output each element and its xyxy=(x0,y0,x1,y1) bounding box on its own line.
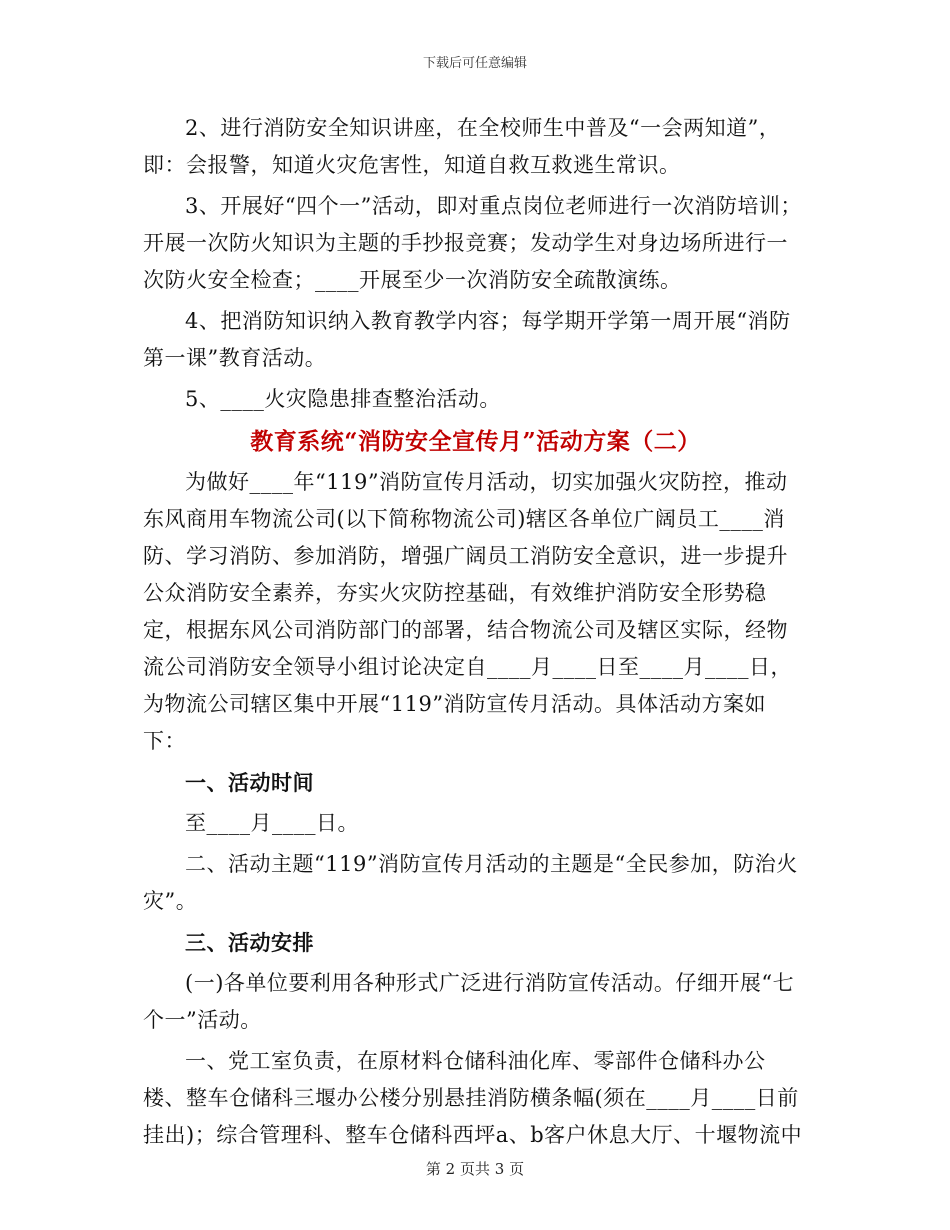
intro-paragraph: 为做好____年“119”消防宣传月活动，切实加强火灾防控，推动东风商用车物流公司(以下简称物流公司)辖区各单位广阔员工____消防、学习消防、参加消防，增强广阔员工消防安全意识，进一步提升公众消防安全素养，夯实火灾防控基础，有效维护消防安全形势稳定，根据东风公司消防部门的部署，结合物流公司及辖区实际，经物流公司消防安全领导小组讨论决定自____月____日至____月____日，为物流公司辖区集中开展“119”消防宣传月活动。具体活动方案如下： xyxy=(143,470,792,753)
paragraph-item-3: 3、开展好“四个一”活动，即对重点岗位老师进行一次消防培训；开展一次防火知识为主题的手抄报竞赛；发动学生对身边场所进行一次防火安全检查；____开展至少一次消防安全疏散演练。 xyxy=(143,194,802,292)
activity-theme-paragraph: 二、活动主题“119”消防宣传月活动的主题是“全民参加，防治火灾”。 xyxy=(143,852,798,913)
paragraph-item-4: 4、把消防知识纳入教育教学内容；每学期开学第一周开展“消防第一课”教育活动。 xyxy=(143,309,791,370)
paragraph-item-5: 5、____火灾隐患排查整治活动。 xyxy=(185,387,501,411)
heading-activity-time: 一、活动时间 xyxy=(185,770,314,795)
activity-time-text: 至____月____日。 xyxy=(185,811,359,835)
section-title: 教育系统“消防安全宣传月”活动方案（二） xyxy=(250,428,701,455)
page-footer: 第 2 页共 3 页 xyxy=(425,1160,525,1178)
heading-activity-arrangement: 三、活动安排 xyxy=(185,930,314,955)
arrangement-item-1: 一、党工室负责，在原材料仓储科油化库、零部件仓储科办公楼、整车仓储科三堰办公楼分别悬挂消防横条幅(须在____月____日前挂出)；综合管理科、整车仓储科西坪a、b客户休息大厅、十堰物流中 xyxy=(143,1049,803,1147)
paragraph-item-2: 2、进行消防安全知识讲座，在全校师生中普及“一会两知道”，即：会报警，知道火灾危害性，知道自救互救逃生常识。 xyxy=(143,116,781,177)
arrangement-paragraph-1: (一)各单位要利用各种形式广泛进行消防宣传活动。仔细开展“七个一”活动。 xyxy=(143,971,795,1032)
document-body xyxy=(143,110,808,1158)
page-header: 下载后可任意编辑 xyxy=(422,56,527,71)
